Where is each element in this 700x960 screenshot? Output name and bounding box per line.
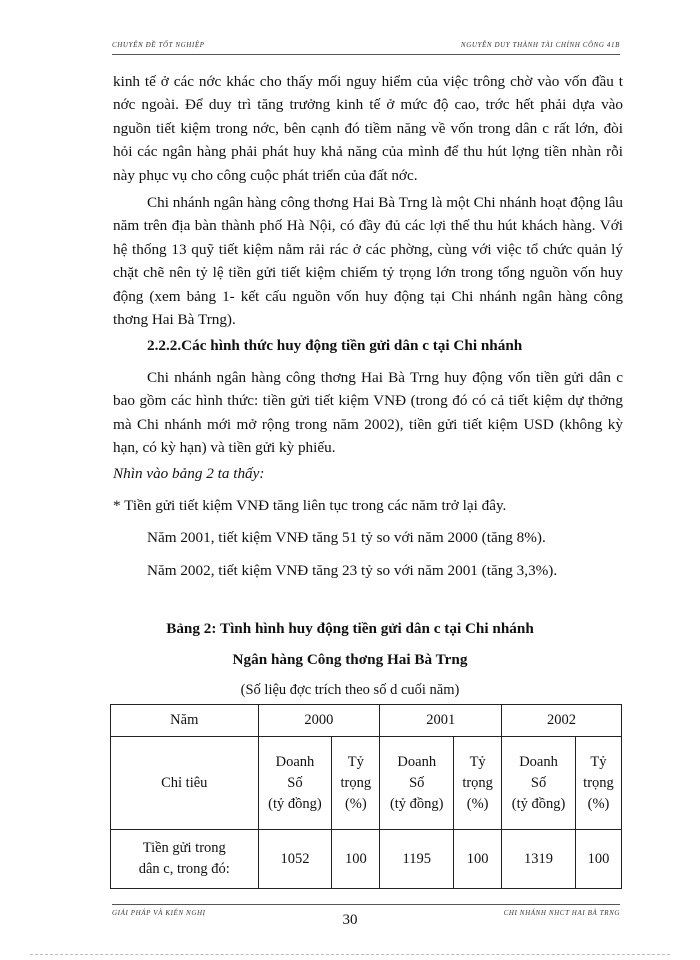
look-at-table-note: Nhìn vào bảng 2 ta thấy: <box>113 465 265 482</box>
year-2001: 2001 <box>380 705 502 737</box>
ratio-header: Tỷ trọng (%) <box>332 737 380 830</box>
criteria-header: Chỉ tiêu <box>111 737 259 830</box>
footer-right: CHI NHÁNH NHCT HAI BÀ TRNG <box>503 909 620 917</box>
table-row <box>111 705 622 737</box>
year-2001-line: Năm 2001, tiết kiệm VNĐ tăng 51 tỷ so với năm 2000 (tăng 8%). <box>147 529 546 546</box>
value-cell: 1319 <box>502 830 576 889</box>
ratio-header: Tỷ trọng (%) <box>454 737 502 830</box>
table-caption-subtitle: Ngân hàng Công thơng Hai Bà Trng <box>232 651 468 668</box>
paragraph-1 <box>113 70 623 187</box>
year-2002: 2002 <box>502 705 622 737</box>
table-caption-title: Bảng 2: Tình hình huy động tiền gửi dân c tại Chi nhánh <box>166 620 534 637</box>
sales-header: Doanh Số (tỷ đồng) <box>502 737 576 830</box>
section-heading: 2.2.2.Các hình thức huy động tiền gửi dân c tại Chi nhánh <box>147 337 523 354</box>
paragraph-3-text: Chi nhánh ngân hàng công thơng Hai Bà Trng huy động vốn tiền gửi dân c bao gồm các hình thức: tiền gửi tiết kiệm VNĐ (trong đó có cả tiết kiệm dự thởng mà Chi nhánh mới mở rộng trong năm 2002), tiền gửi tiết kiệm USD (không kỳ hạn, có kỳ hạn) và tiền gửi kỳ phiếu. <box>113 369 623 457</box>
value-cell: 100 <box>575 830 621 889</box>
year-header: Năm <box>111 705 259 737</box>
bullet-line: * Tiền gửi tiết kiệm VNĐ tăng liên tục trong các năm trở lại đây. <box>113 497 507 514</box>
page-edge-divider <box>30 954 670 955</box>
value-cell: 1052 <box>258 830 332 889</box>
ratio-header: Tỷ trọng (%) <box>575 737 621 830</box>
sales-header: Doanh Số (tỷ đồng) <box>258 737 332 830</box>
table-row <box>111 737 622 830</box>
page-header <box>112 40 620 55</box>
value-cell: 1195 <box>380 830 454 889</box>
table-row <box>111 830 622 889</box>
table-caption-note: (Số liệu đợc trích theo số d cuối năm) <box>240 682 460 698</box>
deposit-table <box>110 704 622 889</box>
paragraph-3 <box>113 366 623 460</box>
value-cell: 100 <box>454 830 502 889</box>
value-cell: 100 <box>332 830 380 889</box>
sales-header: Doanh Số (tỷ đồng) <box>380 737 454 830</box>
year-2000: 2000 <box>258 705 380 737</box>
footer-left: GIẢI PHÁP VÀ KIẾN NGHỊ <box>112 909 206 917</box>
header-left: CHUYÊN ĐỀ TỐT NGHIỆP <box>112 41 205 49</box>
row-label: Tiền gửi trong dân c, trong đó: <box>111 830 259 889</box>
paragraph-2-text: Chi nhánh ngân hàng công thơng Hai Bà Trng là một Chi nhánh hoạt động lâu năm trên địa bàn thành phố Hà Nội, có đầy đủ các lợi thế thu hút khách hàng. Với hệ thống 13 quỹ tiết kiệm nằm rải rác ở các phờng, cùng với việc tổ chức quản lý chặt chẽ nên tỷ lệ tiền gửi tiết kiệm chiếm tỷ trọng lớn trong tổng nguồn vốn huy động (xem bảng 1- kết cấu nguồn vốn huy động tại Chi nhánh ngân hàng công thơng Hai Bà Trng). <box>113 194 623 329</box>
page-number: 30 <box>342 912 358 928</box>
paragraph-2 <box>113 191 623 331</box>
header-right: NGUYỄN DUY THÀNH TÀI CHÍNH CÔNG 41B <box>460 41 620 49</box>
year-2002-line: Năm 2002, tiết kiệm VNĐ tăng 23 tỷ so với năm 2001 (tăng 3,3%). <box>147 562 558 579</box>
paragraph-1-text: kinh tế ở các nớc khác cho thấy mối nguy hiểm của việc trông chờ vào vốn đầu t nớc ngoài. Để duy trì tăng trưởng kinh tế ở mức độ cao, trớc hết phải dựa vào nguồn tiết kiệm trong nớc, bên cạnh đó tiềm năng về vốn trong dân c rất lớn, đòi hỏi các ngân hàng phải phát huy khả năng của mình để thu hút lợng tiền nhàn rỗi này phục vụ cho công cuộc phát triển của đất nớc. <box>113 73 623 184</box>
